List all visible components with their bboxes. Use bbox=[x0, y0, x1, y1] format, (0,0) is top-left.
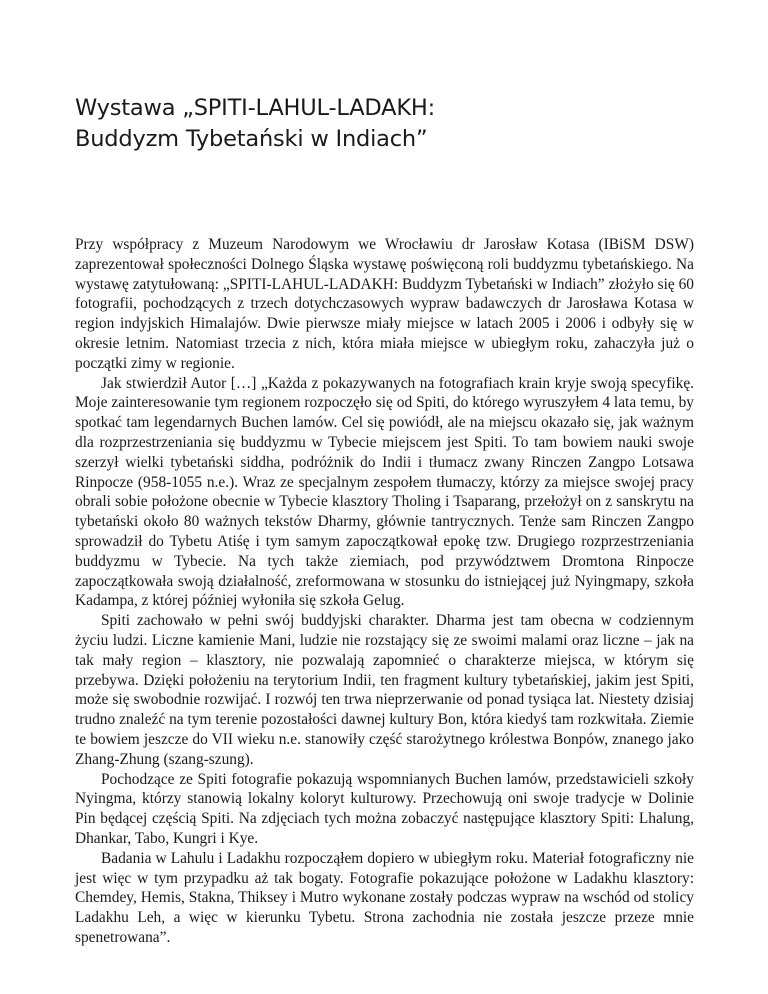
paragraph: Przy współpracy z Muzeum Narodowym we Wrocławiu dr Jarosław Kotasa (IBiSM DSW) zaprezentował społeczności Dolnego Śląska wystawę poświęconą roli buddyzmu tybetańskiego. Na wystawę zatytułowaną: „SPITI-LAHUL-LADAKH: Buddyzm Tybetański w Indiach” złożyło się 60 fotografii, pochodzących z trzech dotychczasowych wypraw badawczych dr Jarosława Kotasa w region indyjskich Himalajów. Dwie pierwsze miały miejsce w latach 2005 i 2006 i odbyły się w okresie letnim. Natomiast trzecia z nich, która miała miejsce w ubiegłym roku, zahaczyła już o początki zimy w regionie. bbox=[75, 236, 694, 372]
document-page bbox=[75, 0, 694, 948]
title-line-2: Buddyzm Tybetański w Indiach” bbox=[75, 126, 428, 152]
paragraph: Badania w Lahulu i Ladakhu rozpocząłem dopiero w ubiegłym roku. Materiał fotograficzny nie jest więc w tym przypadku aż tak bogaty. Fotografie pokazujące położone w Ladakhu klasztory: Chemdey, Hemis, Stakna, Thiksey i Mutro wykonane zostały podczas wypraw na wschód od stolicy Ladakhu Leh, a więc w kierunku Tybetu. Strona zachodnia nie została jeszcze przeze mnie spenetrowana”. bbox=[75, 849, 694, 946]
page-title bbox=[75, 93, 694, 155]
paragraph: Pochodzące ze Spiti fotografie pokazują wspomnianych Buchen lamów, przedstawicieli szkoły Nyingma, którzy stanowią lokalny koloryt kulturowy. Przechowują oni swoje tradycje w Dolinie Pin będącej częścią Spiti. Na zdjęciach tych można zobaczyć następujące klasztory Spiti: Lhalung, Dhankar, Tabo, Kungri i Kye. bbox=[75, 770, 694, 847]
title-line-1: Wystawa „SPITI-LAHUL-LADAKH: bbox=[75, 95, 435, 121]
article-body bbox=[75, 235, 694, 948]
paragraph: Jak stwierdził Autor […] „Każda z pokazywanych na fotografiach krain kryje swoją specyfikę. Moje zainteresowanie tym regionem rozpoczęło się od Spiti, do którego wyruszyłem 4 lata temu, by spotkać tam legendarnych Buchen lamów. Cel się powiódł, ale na miejscu okazało się, jak ważnym dla rozprzestrzeniania się buddyzmu w Tybecie miejscem jest Spiti. To tam bowiem nauki swoje szerzył wielki tybetański siddha, podróżnik do Indii i tłumacz zwany Rinczen Zangpo Lotsawa Rinpocze (958-1055 n.e.). Wraz ze specjalnym zespołem tłumaczy, którzy za miejsce swojej pracy obrali sobie położone obecnie w Tybecie klasztory Tholing i Tsaparang, przełożył on z sanskrytu na tybetański około 80 ważnych tekstów Dharmy, głównie tantrycznych. Tenże sam Rinczen Zangpo sprowadził do Tybetu Atiśę i tym samym zapoczątkował epokę tzw. Drugiego rozprzestrzeniania buddyzmu w Tybecie. Na tych także ziemiach, pod przywództwem Dromtona Rinpocze zapoczątkowała swoją działalność, zreformowana w stosunku do istniejącej już Nyingmapy, szkoła Kadampa, z której później wyłoniła się szkoła Gelug. bbox=[75, 374, 694, 610]
paragraph: Spiti zachowało w pełni swój buddyjski charakter. Dharma jest tam obecna w codziennym życiu ludzi. Liczne kamienie Mani, ludzie nie rozstający się ze swoimi malami oraz liczne – jak na tak mały region – klasztory, nie pozwalają zapomnieć o charakterze miejsca, w którym się przebywa. Dzięki położeniu na terytorium Indii, ten fragment kultury tybetańskiej, jakim jest Spiti, może się swobodnie rozwijać. I rozwój ten trwa nieprzerwanie od ponad tysiąca lat. Niestety dzisiaj trudno znaleźć na tym terenie pozostałości dawnej kultury Bon, która kiedyś tam rozkwitała. Ziemie te bowiem jeszcze do VII wieku n.e. stanowiły część starożytnego królestwa Bonpów, znanego jako Zhang-Zhung (szang-szung). bbox=[75, 612, 694, 768]
